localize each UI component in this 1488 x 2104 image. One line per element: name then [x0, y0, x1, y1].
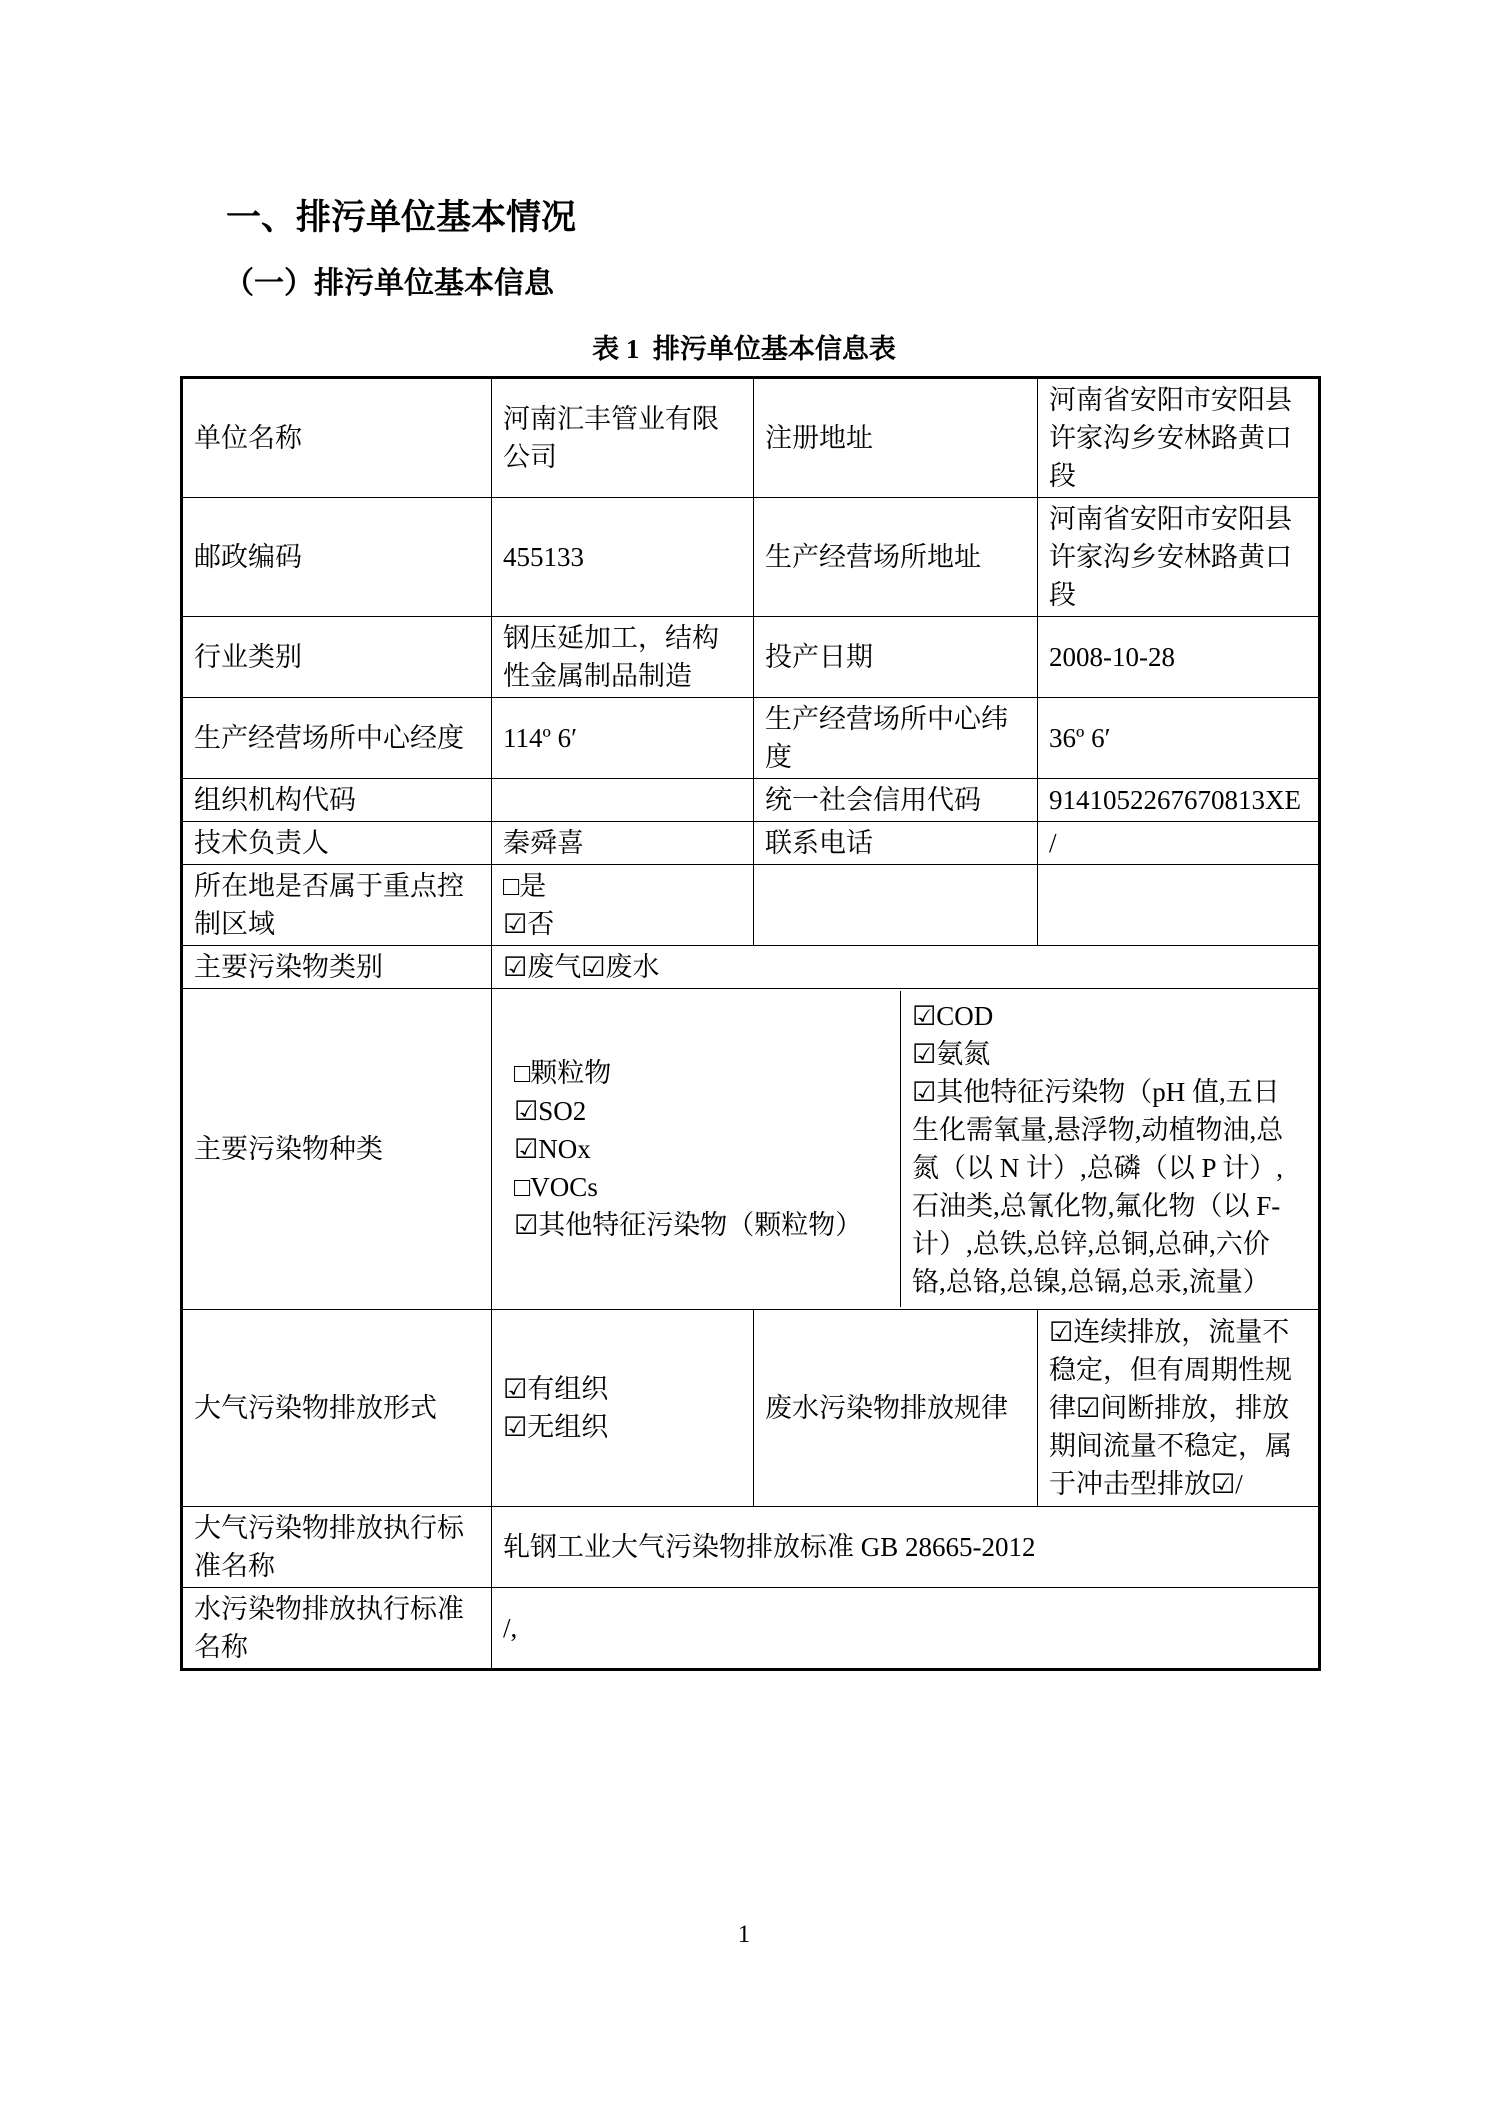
air-pollutant-item: □颗粒物	[514, 1058, 612, 1088]
industry-category-label: 行业类别	[182, 617, 492, 698]
table-row	[182, 498, 1320, 617]
air-pollutant-item: ☑其他特征污染物（颗粒物）	[514, 1210, 863, 1240]
table-row	[182, 865, 1320, 946]
water-standard-value: /,	[492, 1588, 1320, 1670]
production-date-value: 2008-10-28	[1038, 617, 1320, 698]
water-pollutant-item: ☑氨氮	[912, 1039, 991, 1069]
key-region-option-no: ☑否	[503, 909, 555, 939]
pollutant-category-value: ☑废气☑废水	[492, 946, 1320, 989]
tech-director-label: 技术负责人	[182, 822, 492, 865]
unit-name-label: 单位名称	[182, 378, 492, 498]
table-row	[182, 822, 1320, 865]
empty-cell	[1038, 865, 1320, 946]
basic-info-table	[180, 376, 1321, 1671]
wastewater-pattern-label: 废水污染物排放规律	[754, 1310, 1038, 1507]
table-row	[182, 378, 1320, 498]
center-latitude-label: 生产经营场所中心纬度	[754, 698, 1038, 779]
air-pollutant-item: □VOCs	[514, 1172, 598, 1202]
org-code-label: 组织机构代码	[182, 779, 492, 822]
center-longitude-label: 生产经营场所中心经度	[182, 698, 492, 779]
water-pollutant-item: ☑其他特征污染物（pH 值,五日生化需氧量,悬浮物,动植物油,总氮（以 N 计）,总磷（以 P 计）,石油类,总氰化物,氟化物（以 F-计）,总铁,总锌,总铜,总砷,六价铬,总铬,总镍,总镉,总汞,流量）	[912, 1077, 1284, 1297]
table-row	[182, 779, 1320, 822]
credit-code-value: 9141052267670813XE	[1038, 779, 1320, 822]
pollutant-types-label: 主要污染物种类	[182, 989, 492, 1310]
contact-phone-label: 联系电话	[754, 822, 1038, 865]
center-longitude-value: 114º 6′	[492, 698, 754, 779]
org-code-value	[492, 779, 754, 822]
table-row	[182, 617, 1320, 698]
water-standard-label: 水污染物排放执行标准名称	[182, 1588, 492, 1670]
unit-name-value: 河南汇丰管业有限公司	[492, 378, 754, 498]
emission-form-option-organized: ☑有组织	[503, 1374, 609, 1404]
page-number: 1	[737, 1921, 751, 1948]
registered-address-value: 河南省安阳市安阳县许家沟乡安林路黄口段	[1038, 378, 1320, 498]
key-control-region-label: 所在地是否属于重点控制区域	[182, 865, 492, 946]
tech-director-value: 秦舜喜	[492, 822, 754, 865]
contact-phone-value: /	[1038, 822, 1320, 865]
pollutant-types-value	[492, 989, 1320, 1310]
water-pollutant-item: ☑COD	[912, 1001, 994, 1031]
pollutant-category-label: 主要污染物类别	[182, 946, 492, 989]
air-standard-label: 大气污染物排放执行标准名称	[182, 1507, 492, 1588]
table-row	[182, 1588, 1320, 1670]
center-latitude-value: 36º 6′	[1038, 698, 1320, 779]
key-region-option-yes: □是	[503, 871, 547, 901]
production-date-label: 投产日期	[754, 617, 1038, 698]
table-row	[182, 698, 1320, 779]
water-pollutant-checklist	[901, 991, 1307, 1307]
section-heading: 一、排污单位基本情况	[226, 198, 577, 237]
subsection-heading: （一）排污单位基本信息	[224, 267, 554, 300]
credit-code-label: 统一社会信用代码	[754, 779, 1038, 822]
empty-cell	[754, 865, 1038, 946]
air-emission-form-options	[492, 1310, 754, 1507]
air-pollutant-item: ☑SO2	[514, 1096, 587, 1126]
air-standard-value: 轧钢工业大气污染物排放标准 GB 28665-2012	[492, 1507, 1320, 1588]
table-row	[182, 1507, 1320, 1588]
production-address-label: 生产经营场所地址	[754, 498, 1038, 617]
air-pollutant-item: ☑NOx	[514, 1134, 591, 1164]
postal-code-label: 邮政编码	[182, 498, 492, 617]
production-address-value: 河南省安阳市安阳县许家沟乡安林路黄口段	[1038, 498, 1320, 617]
table-row	[182, 989, 1320, 1310]
key-control-region-options	[492, 865, 754, 946]
emission-form-option-unorganized: ☑无组织	[503, 1412, 609, 1442]
table-row	[182, 946, 1320, 989]
wastewater-pattern-value: ☑连续排放，流量不稳定，但有周期性规律☑间断排放，排放期间流量不稳定，属于冲击型排放☑/	[1038, 1310, 1320, 1507]
postal-code-value: 455133	[492, 498, 754, 617]
industry-category-value: 钢压延加工，结构性金属制品制造	[492, 617, 754, 698]
table-row	[182, 1310, 1320, 1507]
air-pollutant-checklist	[503, 991, 901, 1307]
air-emission-form-label: 大气污染物排放形式	[182, 1310, 492, 1507]
table-caption: 表 1 排污单位基本信息表	[592, 334, 896, 364]
registered-address-label: 注册地址	[754, 378, 1038, 498]
